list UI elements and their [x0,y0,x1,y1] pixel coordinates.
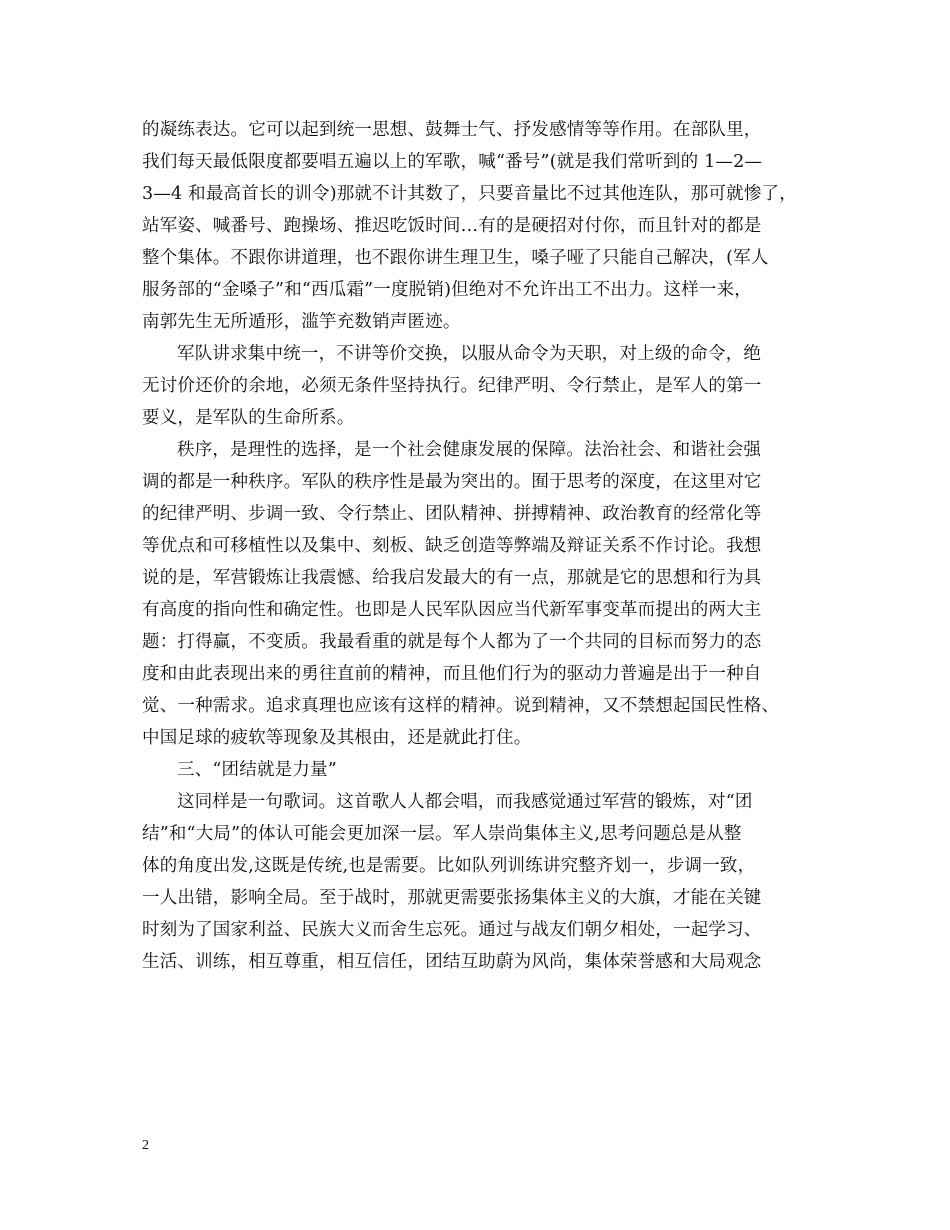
text-line: 南郭先生无所遁形，滥竽充数销声匿迹。 [142,312,461,332]
text-line: 中国足球的疲软等现象及其根由，还是就此打住。 [142,728,532,748]
text-line: 3—4 和最高首长的训令)那就不计其数了，只要音量比不过其他连队，那可就惨了， [142,184,797,204]
text-line: 有高度的指向性和确定性。也即是人民军队因应当代新军事变革而提出的两大主 [142,600,762,620]
text-line: 时刻为了国家利益、民族大义而舍生忘死。通过与战友们朝夕相处，一起学习、 [142,920,762,940]
text-line: 生活、训练，相互尊重，相互信任，团结互助蔚为风尚，集体荣誉感和大局观念 [142,952,762,972]
text-line: 一人出错，影响全局。至于战时，那就更需要张扬集体主义的大旗，才能在关键 [142,888,762,908]
text-line: 题：打得赢，不变质。我最看重的就是每个人都为了一个共同的目标而努力的态 [142,632,762,652]
text-line: 说的是，军营锻炼让我震憾、给我启发最大的有一点，那就是它的思想和行为具 [142,568,762,588]
document-body [142,114,832,978]
section-heading: 三、“团结就是力量” [177,760,337,780]
paragraph-first-line: 秩序，是理性的选择，是一个社会健康发展的保障。法治社会、和谐社会强 [177,440,762,460]
text-line: 整个集体。不跟你讲道理，也不跟你讲生理卫生，嗓子哑了只能自己解决，(军人 [142,248,769,268]
paragraph-first-line: 这同样是一句歌词。这首歌人人都会唱，而我感觉通过军营的锻炼，对“团 [177,792,753,812]
page-number: 2 [142,1138,149,1153]
text-line: 觉、一种需求。追求真理也应该有这样的精神。说到精神，又不禁想起国民性格、 [142,696,780,716]
text-line: 的凝练表达。它可以起到统一思想、鼓舞士气、抒发感情等等作用。在部队里， [142,120,762,140]
text-line: 结”和“大局”的体认可能会更加深一层。军人崇尚集体主义,思考问题总是从整 [142,824,742,844]
text-line: 要义，是军队的生命所系。 [142,408,355,428]
text-line: 我们每天最低限度都要唱五遍以上的军歌，喊“番号”(就是我们常听到的 1—2— [142,152,763,172]
text-line: 度和由此表现出来的勇往直前的精神，而且他们行为的驱动力普遍是出于一种自 [142,664,762,684]
text-line: 的纪律严明、步调一致、令行禁止、团队精神、拼搏精神、政治教育的经常化等 [142,504,762,524]
paragraph-first-line: 军队讲求集中统一，不讲等价交换，以服从命令为天职，对上级的命令，绝 [177,344,762,364]
text-line: 等优点和可移植性以及集中、刻板、缺乏创造等弊端及辩证关系不作讨论。我想 [142,536,762,556]
text-line: 调的都是一种秩序。军队的秩序性是最为突出的。囿于思考的深度，在这里对它 [142,472,762,492]
text-line: 无讨价还价的余地，必须无条件坚持执行。纪律严明、令行禁止，是军人的第一 [142,376,762,396]
text-line: 体的角度出发,这既是传统,也是需要。比如队列训练讲究整齐划一，步调一致， [142,856,756,876]
text-line: 服务部的“金嗓子”和“西瓜霜”一度脱销)但绝对不允许出工不出力。这样一来， [142,280,753,300]
text-line: 站军姿、喊番号、跑操场、推迟吃饭时间…有的是硬招对付你，而且针对的都是 [142,216,762,236]
